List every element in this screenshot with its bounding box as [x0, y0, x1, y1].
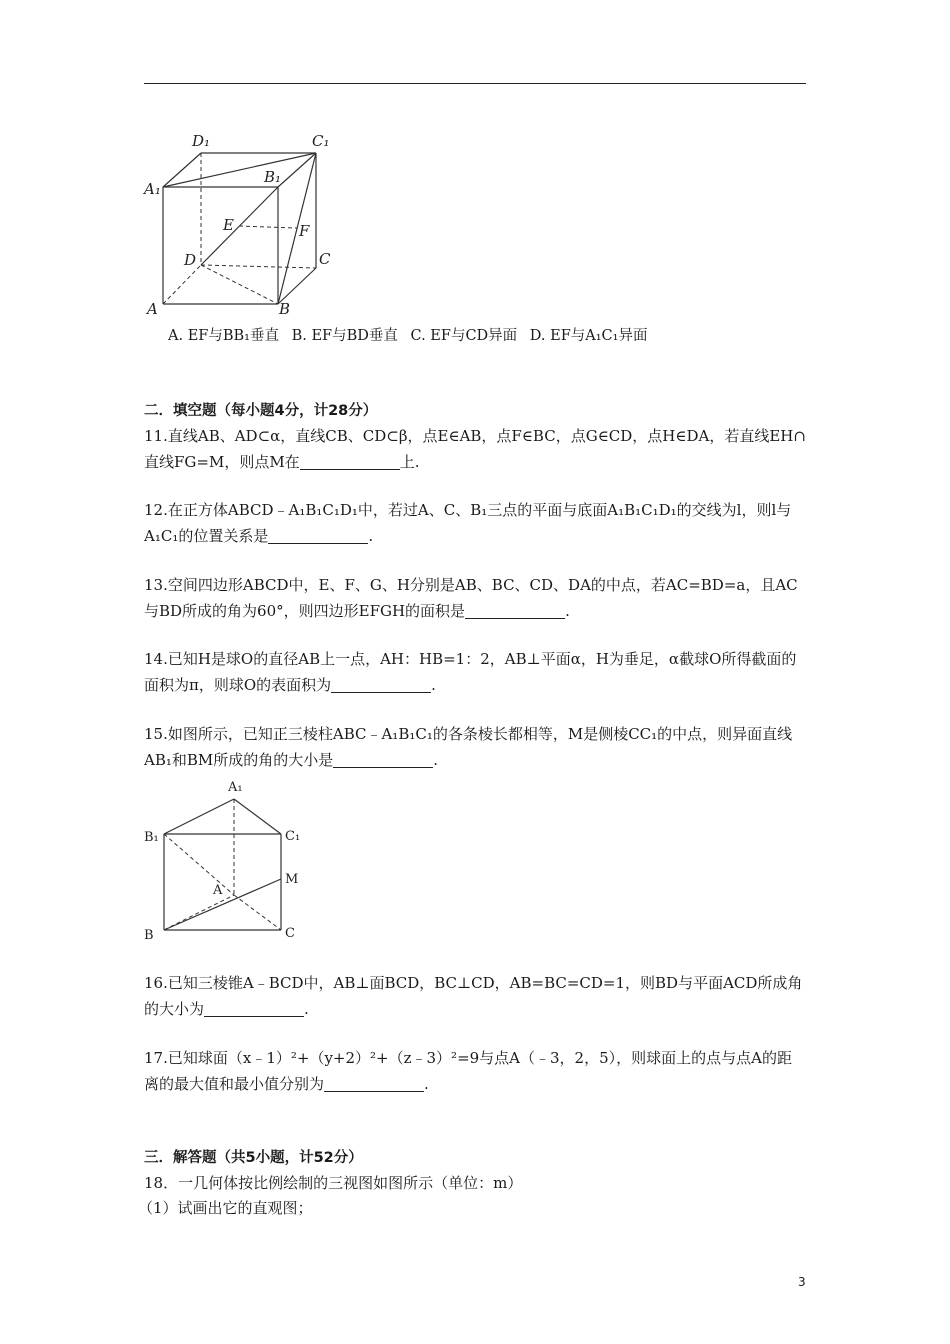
q15-text: 15.如图所示，已知正三棱柱ABC﹣A₁B₁C₁的各条棱长都相等，M是侧棱CC₁的中点，则异面直线AB₁和BM所成的角的大小是 — [144, 725, 793, 769]
q13-tail: . — [565, 602, 570, 620]
section2-heading: 二．填空题（每小题4分，计28分） — [144, 403, 378, 419]
q11-text: 11.直线AB、AD⊂α，直线CB、CD⊂β，点E∈AB，点F∈BC，点G∈CD，点H∈DA，若直线EH∩直线FG=M，则点M在 — [144, 427, 806, 471]
question-16 — [144, 970, 806, 1022]
answer-blank — [300, 453, 400, 470]
option-d: D. EF与A₁C₁异面 — [529, 328, 648, 344]
answer-blank — [268, 527, 368, 544]
label-d1: D₁ — [192, 132, 211, 150]
answer-blank — [324, 1075, 424, 1092]
question-11 — [144, 423, 806, 475]
label-b: B — [279, 300, 291, 318]
q16-tail: . — [304, 1000, 309, 1018]
question-17 — [144, 1045, 806, 1097]
question-18: 18．一几何体按比例绘制的三视图如图所示（单位：m） — [144, 1174, 523, 1192]
label-a: A — [147, 300, 158, 318]
section3-heading: 三．解答题（共5小题，计52分） — [144, 1150, 363, 1166]
page-number: 3 — [798, 1275, 806, 1289]
label-f: F — [299, 222, 310, 240]
option-c: C. EF与CD异面 — [410, 328, 518, 344]
q13-text: 13.空间四边形ABCD中，E、F、G、H分别是AB、BC、CD、DA的中点，若AC=BD=a，且AC与BD所成的角为60°，则四边形EFGH的面积是 — [144, 576, 798, 620]
header-rule — [144, 83, 806, 84]
label-a: A — [213, 883, 223, 898]
label-a1: A₁ — [144, 180, 161, 198]
label-c: C — [285, 926, 295, 941]
answer-blank — [465, 602, 565, 619]
answer-blank — [204, 1000, 304, 1017]
q12-tail: . — [368, 527, 374, 545]
label-e: E — [223, 216, 234, 234]
label-d: D — [184, 251, 197, 269]
label-b1: B₁ — [264, 168, 282, 186]
option-a: A. EF与BB₁垂直 — [168, 328, 279, 344]
q17-text: 17.已知球面（x﹣1）²+（y+2）²+（z﹣3）²=9与点A（﹣3，2，5），则球面上的点与点A的距离的最大值和最小值分别为 — [144, 1049, 792, 1093]
question-14 — [144, 646, 806, 698]
q10-options — [168, 323, 655, 349]
q12-text: 12.在正方体ABCD﹣A₁B₁C₁D₁中，若过A、C、B₁三点的平面与底面A₁B₁C₁D₁的交线为l，则l与A₁C₁的位置关系是 — [144, 501, 792, 545]
label-b1: B₁ — [144, 830, 159, 845]
q15-tail: . — [433, 751, 439, 769]
question-13 — [144, 572, 806, 624]
question-12 — [144, 497, 806, 549]
label-c: C — [319, 250, 331, 268]
answer-blank — [331, 676, 431, 693]
label-c1: C₁ — [285, 829, 301, 844]
q17-tail: . — [424, 1075, 429, 1093]
question-15 — [144, 721, 806, 773]
label-c1: C₁ — [312, 132, 330, 150]
label-a1: A₁ — [228, 780, 243, 795]
q14-tail: . — [431, 676, 436, 694]
answer-blank — [333, 751, 433, 768]
question-18-part1: （1）试画出它的直观图； — [138, 1199, 313, 1217]
cube-figure — [140, 128, 360, 320]
q16-text: 16.已知三棱锥A﹣BCD中，AB⊥面BCD，BC⊥CD，AB=BC=CD=1，则BD与平面ACD所成角的大小为 — [144, 974, 803, 1018]
q11-tail: 上. — [399, 453, 420, 471]
prism-figure — [140, 775, 320, 947]
label-b: B — [144, 928, 154, 943]
option-b: B. EF与BD垂直 — [291, 328, 398, 344]
label-m: M — [285, 872, 299, 887]
q14-text: 14.已知H是球O的直径AB上一点，AH：HB=1：2，AB⊥平面α，H为垂足，α截球O所得截面的面积为π，则球O的表面积为 — [144, 650, 797, 694]
